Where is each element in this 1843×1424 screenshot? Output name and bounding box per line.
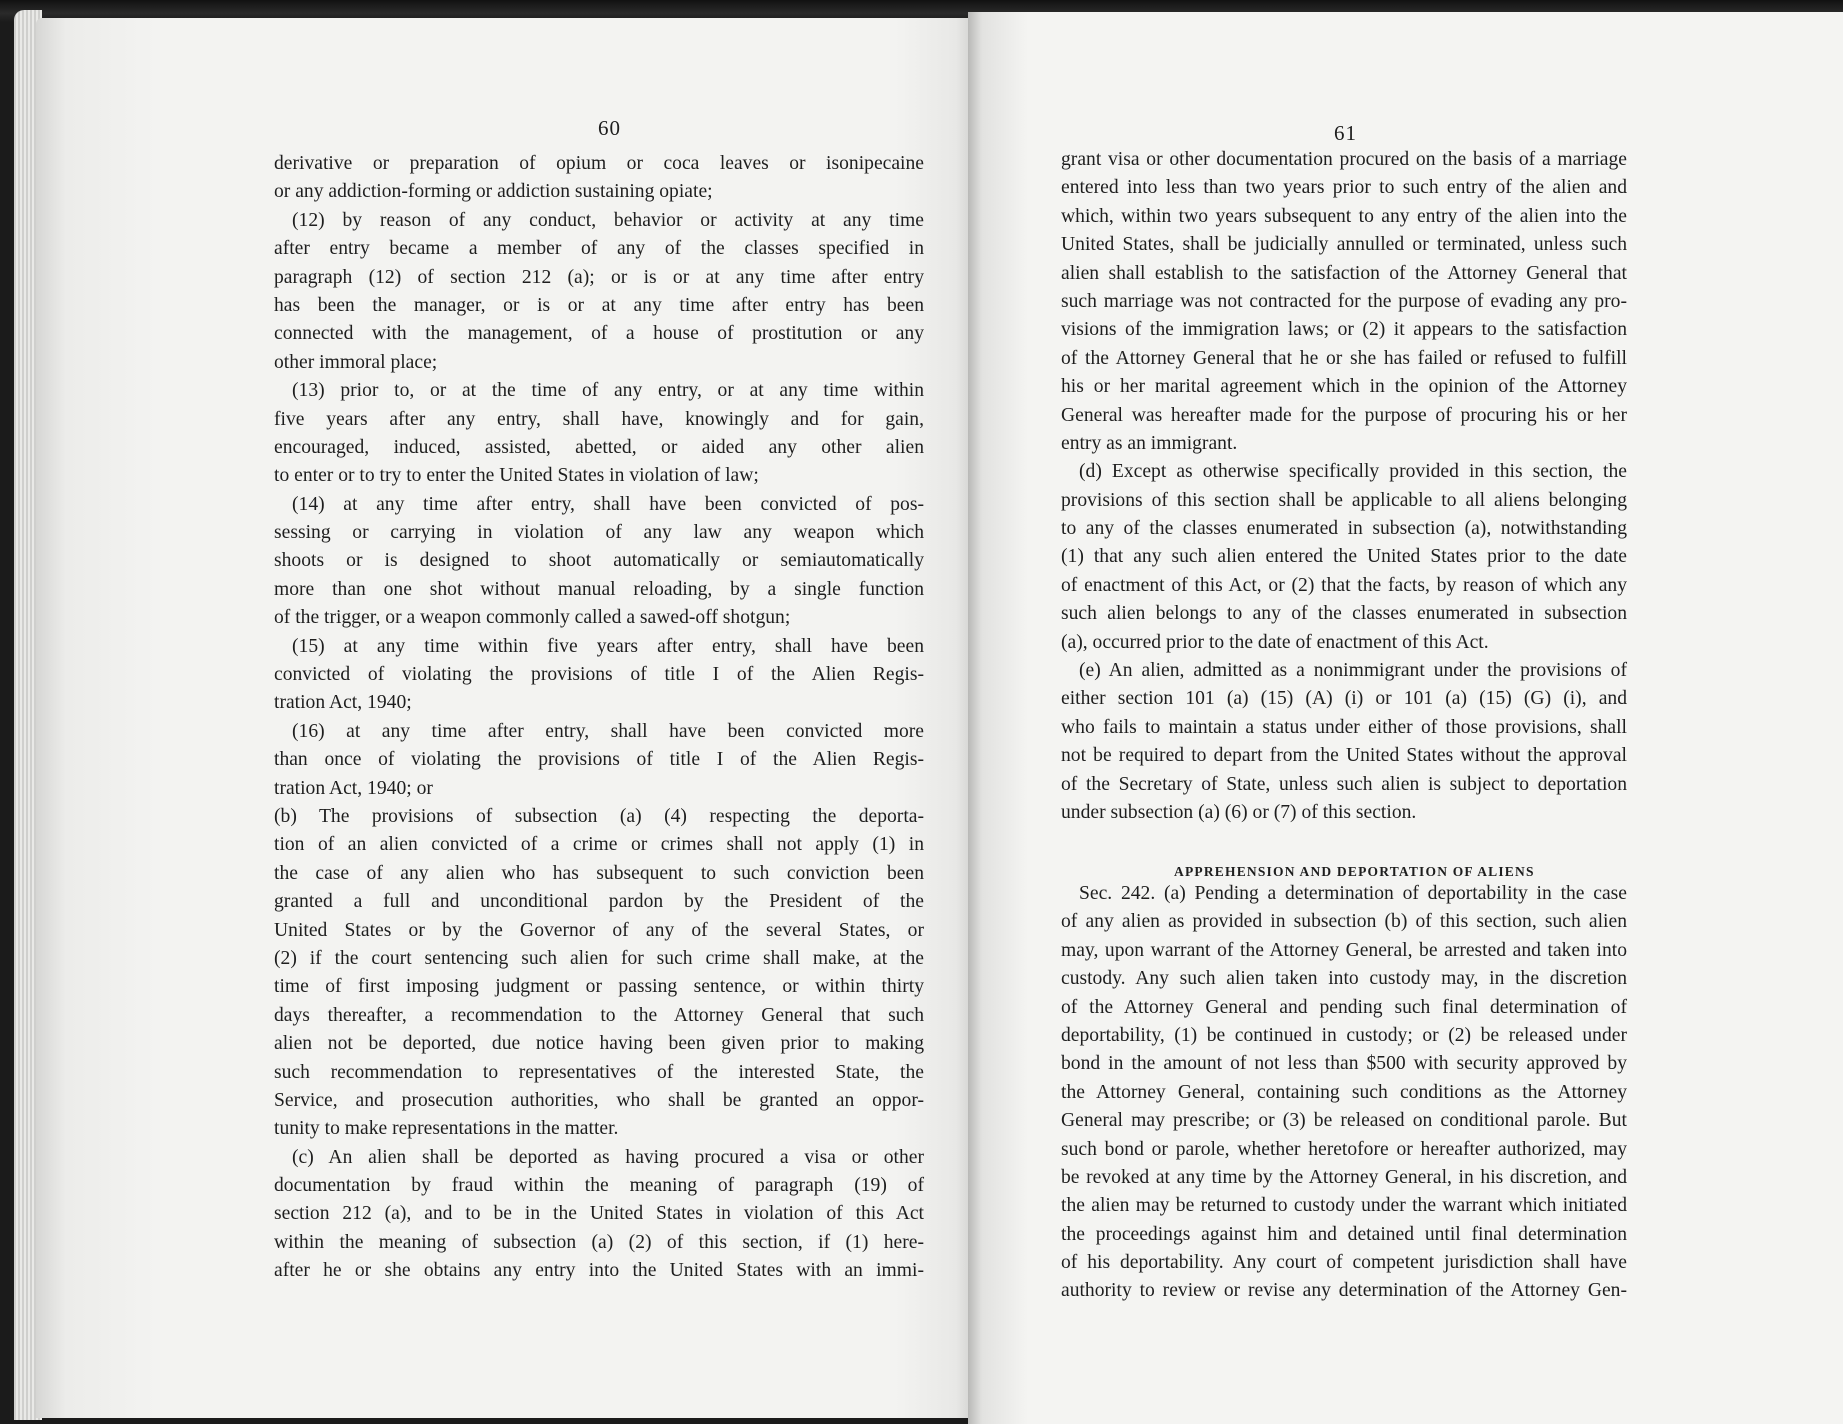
- text-line: deportability, (1) be continued in custody; or (2) be released under: [1061, 1024, 1627, 1046]
- text-line: who fails to maintain a status under either of those provisions, shall: [1061, 716, 1627, 738]
- text-line: (12) by reason of any conduct, behavior or activity at any time: [292, 209, 924, 231]
- text-line: more than one shot without manual reloading, by a single function: [274, 578, 924, 600]
- text-line: the Attorney General, containing such conditions as the Attorney: [1061, 1081, 1627, 1103]
- text-line: to any of the classes enumerated in subsection (a), notwithstanding: [1061, 518, 1627, 540]
- text-line: after entry became a member of any of the classes specified in: [274, 238, 924, 260]
- text-line: encouraged, induced, assisted, abetted, or aided any other alien: [274, 436, 924, 458]
- text-line: or any addiction-forming or addiction sustaining opiate;: [274, 181, 713, 203]
- text-line: the proceedings against him and detained until final determination: [1061, 1223, 1627, 1245]
- text-line: entered into less than two years prior to such entry of the alien and: [1061, 177, 1627, 199]
- text-line: may, upon warrant of the Attorney General, be arrested and taken into: [1061, 939, 1627, 961]
- text-line: than once of violating the provisions of title I of the Alien Regis-: [274, 749, 924, 771]
- text-line: granted a full and unconditional pardon by the President of the: [274, 891, 924, 913]
- text-line: documentation by fraud within the meaning of paragraph (19) of: [274, 1175, 924, 1197]
- text-line: bond in the amount of not less than $500 with security approved by: [1061, 1053, 1627, 1075]
- text-line: of any alien as provided in subsection (b) of this section, such alien: [1061, 911, 1627, 933]
- text-line: be revoked at any time by the Attorney General, in his discretion, and: [1061, 1166, 1627, 1188]
- text-line: convicted of violating the provisions of title I of the Alien Regis-: [274, 664, 924, 686]
- text-line: of the Attorney General and pending such final determination of: [1061, 996, 1627, 1018]
- text-line: such marriage was not contracted for the purpose of evading any pro-: [1061, 290, 1627, 312]
- text-line: shoots or is designed to shoot automatically or semiautomatically: [274, 550, 924, 572]
- text-line: connected with the management, of a house of prostitution or any: [274, 323, 924, 345]
- text-line: (15) at any time within five years after entry, shall have been: [292, 635, 924, 657]
- left-page-text: [274, 150, 924, 1286]
- text-line: such recommendation to representatives of the interested State, the: [274, 1061, 924, 1083]
- text-line: the case of any alien who has subsequent to such conviction been: [274, 862, 924, 884]
- text-line: the alien may be returned to custody under the warrant which initiated: [1061, 1195, 1627, 1217]
- text-line: under subsection (a) (6) or (7) of this section.: [1061, 801, 1417, 823]
- text-line: has been the manager, or is or at any time after entry has been: [274, 294, 924, 316]
- text-line: of the Attorney General that he or she has failed or refused to fulfill: [1061, 347, 1627, 369]
- text-line: Sec. 242. (a) Pending a determination of deportability in the case: [1079, 883, 1627, 904]
- left-page-number: 60: [598, 116, 621, 140]
- text-line: such bond or parole, whether heretofore or hereafter authorized, may: [1061, 1138, 1627, 1160]
- text-line: authority to review or revise any determination of the Attorney Gen-: [1061, 1280, 1627, 1302]
- text-line: which, within two years subsequent to any entry of the alien into the: [1061, 205, 1627, 227]
- text-line: within the meaning of subsection (a) (2) of this section, if (1) here-: [274, 1231, 924, 1253]
- text-line: (c) An alien shall be deported as having procured a visa or other: [292, 1146, 924, 1168]
- text-line: (d) Except as otherwise specifically provided in this section, the: [1079, 461, 1627, 483]
- text-line: grant visa or other documentation procured on the basis of a marriage: [1061, 149, 1627, 170]
- text-line: Service, and prosecution authorities, who shall be granted an oppor-: [274, 1089, 924, 1111]
- text-line: alien shall establish to the satisfaction of the Attorney General that: [1061, 262, 1627, 284]
- text-line: visions of the immigration laws; or (2) it appears to the satisfaction: [1061, 319, 1627, 341]
- section-heading: APPREHENSION AND DEPORTATION OF ALIENS: [1174, 864, 1535, 879]
- text-line: section 212 (a), and to be in the United States in violation of this Act: [274, 1203, 924, 1225]
- text-line: of his deportability. Any court of competent jurisdiction shall have: [1061, 1252, 1627, 1274]
- right-page-number: 61: [1334, 121, 1357, 145]
- text-line: time of first imposing judgment or passing sentence, or within thirty: [274, 976, 924, 998]
- text-line: (13) prior to, or at the time of any entry, or at any time within: [292, 380, 924, 402]
- text-line: sessing or carrying in violation of any law any weapon which: [274, 522, 924, 544]
- right-page-text-top: [1061, 146, 1627, 827]
- text-line: either section 101 (a) (15) (A) (i) or 101 (a) (15) (G) (i), and: [1061, 688, 1627, 710]
- text-line: of the trigger, or a weapon commonly called a sawed-off shotgun;: [274, 607, 791, 629]
- text-line: tration Act, 1940;: [274, 692, 412, 714]
- text-line: his or her marital agreement which in the opinion of the Attorney: [1061, 376, 1627, 398]
- text-line: (14) at any time after entry, shall have been convicted of pos-: [292, 493, 924, 515]
- text-line: to enter or to try to enter the United States in violation of law;: [274, 465, 759, 487]
- right-page-text-bottom: [1061, 880, 1627, 1306]
- text-line: five years after any entry, shall have, knowingly and for gain,: [274, 408, 924, 430]
- text-line: paragraph (12) of section 212 (a); or is or at any time after entry: [274, 266, 924, 288]
- text-line: not be required to depart from the United States without the approval: [1061, 745, 1627, 767]
- text-line: derivative or preparation of opium or coca leaves or isonipecaine: [274, 153, 924, 174]
- text-line: of the Secretary of State, unless such alien is subject to deportation: [1061, 773, 1627, 795]
- text-line: entry as an immigrant.: [1061, 432, 1238, 454]
- text-line: alien not be deported, due notice having been given prior to making: [274, 1033, 924, 1055]
- text-line: (a), occurred prior to the date of enactment of this Act.: [1061, 631, 1489, 653]
- text-line: custody. Any such alien taken into custody may, in the discretion: [1061, 968, 1627, 990]
- text-line: tunity to make representations in the matter.: [274, 1118, 619, 1140]
- text-line: such alien belongs to any of the classes enumerated in subsection: [1061, 603, 1627, 625]
- text-line: General may prescribe; or (3) be released on conditional parole. But: [1061, 1110, 1627, 1132]
- text-line: (16) at any time after entry, shall have been convicted more: [292, 720, 924, 742]
- text-line: provisions of this section shall be applicable to all aliens belonging: [1061, 489, 1627, 511]
- text-line: (2) if the court sentencing such alien for such crime shall make, at the: [274, 947, 924, 969]
- text-line: United States or by the Governor of any of the several States, or: [274, 919, 924, 941]
- text-line: tion of an alien convicted of a crime or crimes shall not apply (1) in: [274, 834, 924, 856]
- text-line: General was hereafter made for the purpose of procuring his or her: [1061, 404, 1627, 426]
- text-line: tration Act, 1940; or: [274, 777, 433, 799]
- text-line: (1) that any such alien entered the United States prior to the date: [1061, 546, 1627, 568]
- text-line: other immoral place;: [274, 351, 438, 373]
- text-line: of enactment of this Act, or (2) that the facts, by reason of which any: [1061, 574, 1627, 596]
- text-line: United States, shall be judicially annulled or terminated, unless such: [1061, 234, 1627, 256]
- text-line: days thereafter, a recommendation to the Attorney General that such: [274, 1004, 924, 1026]
- right-page: [968, 12, 1843, 1424]
- left-page: [36, 18, 976, 1418]
- text-line: (b) The provisions of subsection (a) (4) respecting the deporta-: [274, 805, 924, 827]
- text-line: (e) An alien, admitted as a nonimmigrant under the provisions of: [1079, 660, 1627, 682]
- text-line: after he or she obtains any entry into the United States with an immi-: [274, 1260, 924, 1282]
